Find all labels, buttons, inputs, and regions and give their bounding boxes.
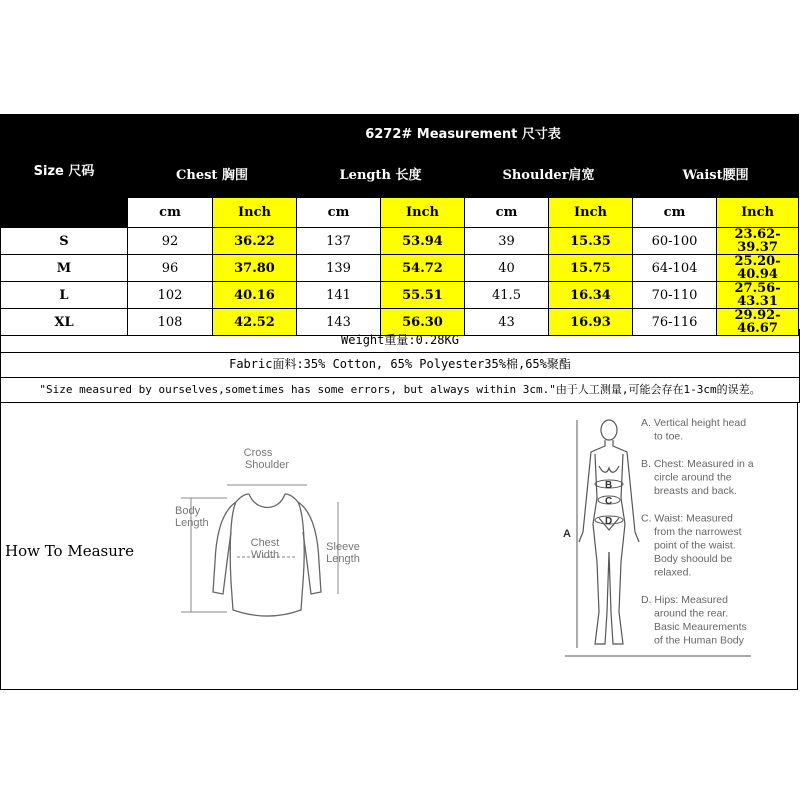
unit-cm-header: cm [297, 198, 381, 228]
body-note-line: around the rear. [654, 607, 729, 620]
size-table [0, 114, 799, 336]
body-note-line: circle around the [654, 471, 732, 484]
body-note-line: breasts and back. [654, 485, 737, 497]
size-label: XL [1, 309, 128, 336]
table-cell: 42.52 [213, 309, 297, 336]
table-cell: 92 [128, 228, 213, 255]
table-cell: 60-100 [633, 228, 717, 255]
table-cell: 15.75 [549, 255, 633, 282]
table-cell: 23.62-39.37 [717, 228, 799, 255]
table-cell: 29.92-46.67 [717, 309, 799, 336]
unit-inch-header: Inch [381, 198, 465, 228]
body-note-line: A. Vertical height head [641, 417, 747, 429]
unit-cm-header: cm [128, 198, 213, 228]
body-note-line: C. Waist: Measured [641, 512, 733, 525]
sleeve-length-label: Sleeve [326, 541, 360, 553]
size-chart [0, 114, 800, 690]
table-cell: 43 [465, 309, 549, 336]
table-cell: 143 [297, 309, 381, 336]
unit-inch-header: Inch [717, 198, 799, 228]
letter-b: B [605, 480, 613, 491]
column-group-header: Shoulder肩宽 [465, 154, 633, 198]
size-label: L [1, 282, 128, 309]
table-cell: 108 [128, 309, 213, 336]
column-group-header: Length 长度 [297, 154, 465, 198]
table-cell: 76-116 [633, 309, 717, 336]
diagram-caption: Basic Meaurements [654, 621, 747, 633]
chest-width-label: Chest [250, 537, 280, 549]
table-cell: 56.30 [381, 309, 465, 336]
table-cell: 96 [128, 255, 213, 282]
body-note-line: Body shoould be [654, 553, 733, 565]
size-header: Size 尺码 [1, 115, 128, 228]
table-cell: 54.72 [381, 255, 465, 282]
unit-inch-header: Inch [213, 198, 297, 228]
body-note-line: to toe. [654, 430, 684, 443]
table-title: 6272# Measurement 尺寸表 [128, 115, 799, 154]
table-cell: 137 [297, 228, 381, 255]
table-cell: 36.22 [213, 228, 297, 255]
body-note-line: B. Chest: Measured in a [641, 458, 754, 470]
how-to-measure-label: How To Measure [5, 542, 134, 560]
table-cell: 16.93 [549, 309, 633, 336]
table-cell: 16.34 [549, 282, 633, 309]
unit-cm-header: cm [633, 198, 717, 228]
table-cell: 70-110 [633, 282, 717, 309]
table-cell: 15.35 [549, 228, 633, 255]
cross-shoulder-label: Cross [243, 447, 273, 459]
table-cell: 25.20-40.94 [717, 255, 799, 282]
size-label: M [1, 255, 128, 282]
measurement-note: "Size measured by ourselves,sometimes has some errors, but always within 3cm."由于人工测量,可能会存在1-3cm的误差。 [0, 377, 800, 403]
diagram-caption: of the Human Body [654, 634, 744, 647]
letter-c: C [605, 496, 613, 507]
body-length-label-2: Length [175, 517, 209, 529]
letter-a: A [563, 528, 571, 540]
table-cell: 102 [128, 282, 213, 309]
table-cell: 141 [297, 282, 381, 309]
how-to-measure-section [0, 402, 798, 690]
table-cell: 40.16 [213, 282, 297, 309]
shirt-diagram [161, 442, 371, 642]
fabric-info: Fabric面料:35% Cotton, 65% Polyester35%棉,65%聚酯 [0, 352, 800, 378]
weight-info: Weight重量:0.28KG [0, 329, 800, 353]
chest-width-label-2: Width [250, 549, 280, 561]
column-group-header: Waist腰围 [633, 154, 799, 198]
sleeve-length-label-2: Length [326, 553, 360, 565]
table-row [1, 255, 799, 282]
table-cell: 27.56-43.31 [717, 282, 799, 309]
table-cell: 40 [465, 255, 549, 282]
body-diagram [561, 412, 761, 672]
body-note-line: from the narrowest [654, 526, 742, 538]
column-group-header: Chest 胸围 [128, 154, 297, 198]
body-note-line: relaxed. [654, 566, 692, 579]
table-cell: 139 [297, 255, 381, 282]
body-length-label: Body [175, 505, 201, 517]
body-note-line: point of the waist. [654, 539, 736, 552]
body-note-line: D. Hips: Measured [641, 594, 728, 606]
table-cell: 37.80 [213, 255, 297, 282]
table-cell: 64-104 [633, 255, 717, 282]
unit-cm-header: cm [465, 198, 549, 228]
cross-shoulder-label-2: Shoulder [244, 459, 290, 471]
table-cell: 39 [465, 228, 549, 255]
size-label: S [1, 228, 128, 255]
table-cell: 41.5 [465, 282, 549, 309]
table-cell: 55.51 [381, 282, 465, 309]
table-row [1, 282, 799, 309]
table-row [1, 228, 799, 255]
table-cell: 53.94 [381, 228, 465, 255]
unit-inch-header: Inch [549, 198, 633, 228]
letter-d: D [605, 516, 613, 527]
